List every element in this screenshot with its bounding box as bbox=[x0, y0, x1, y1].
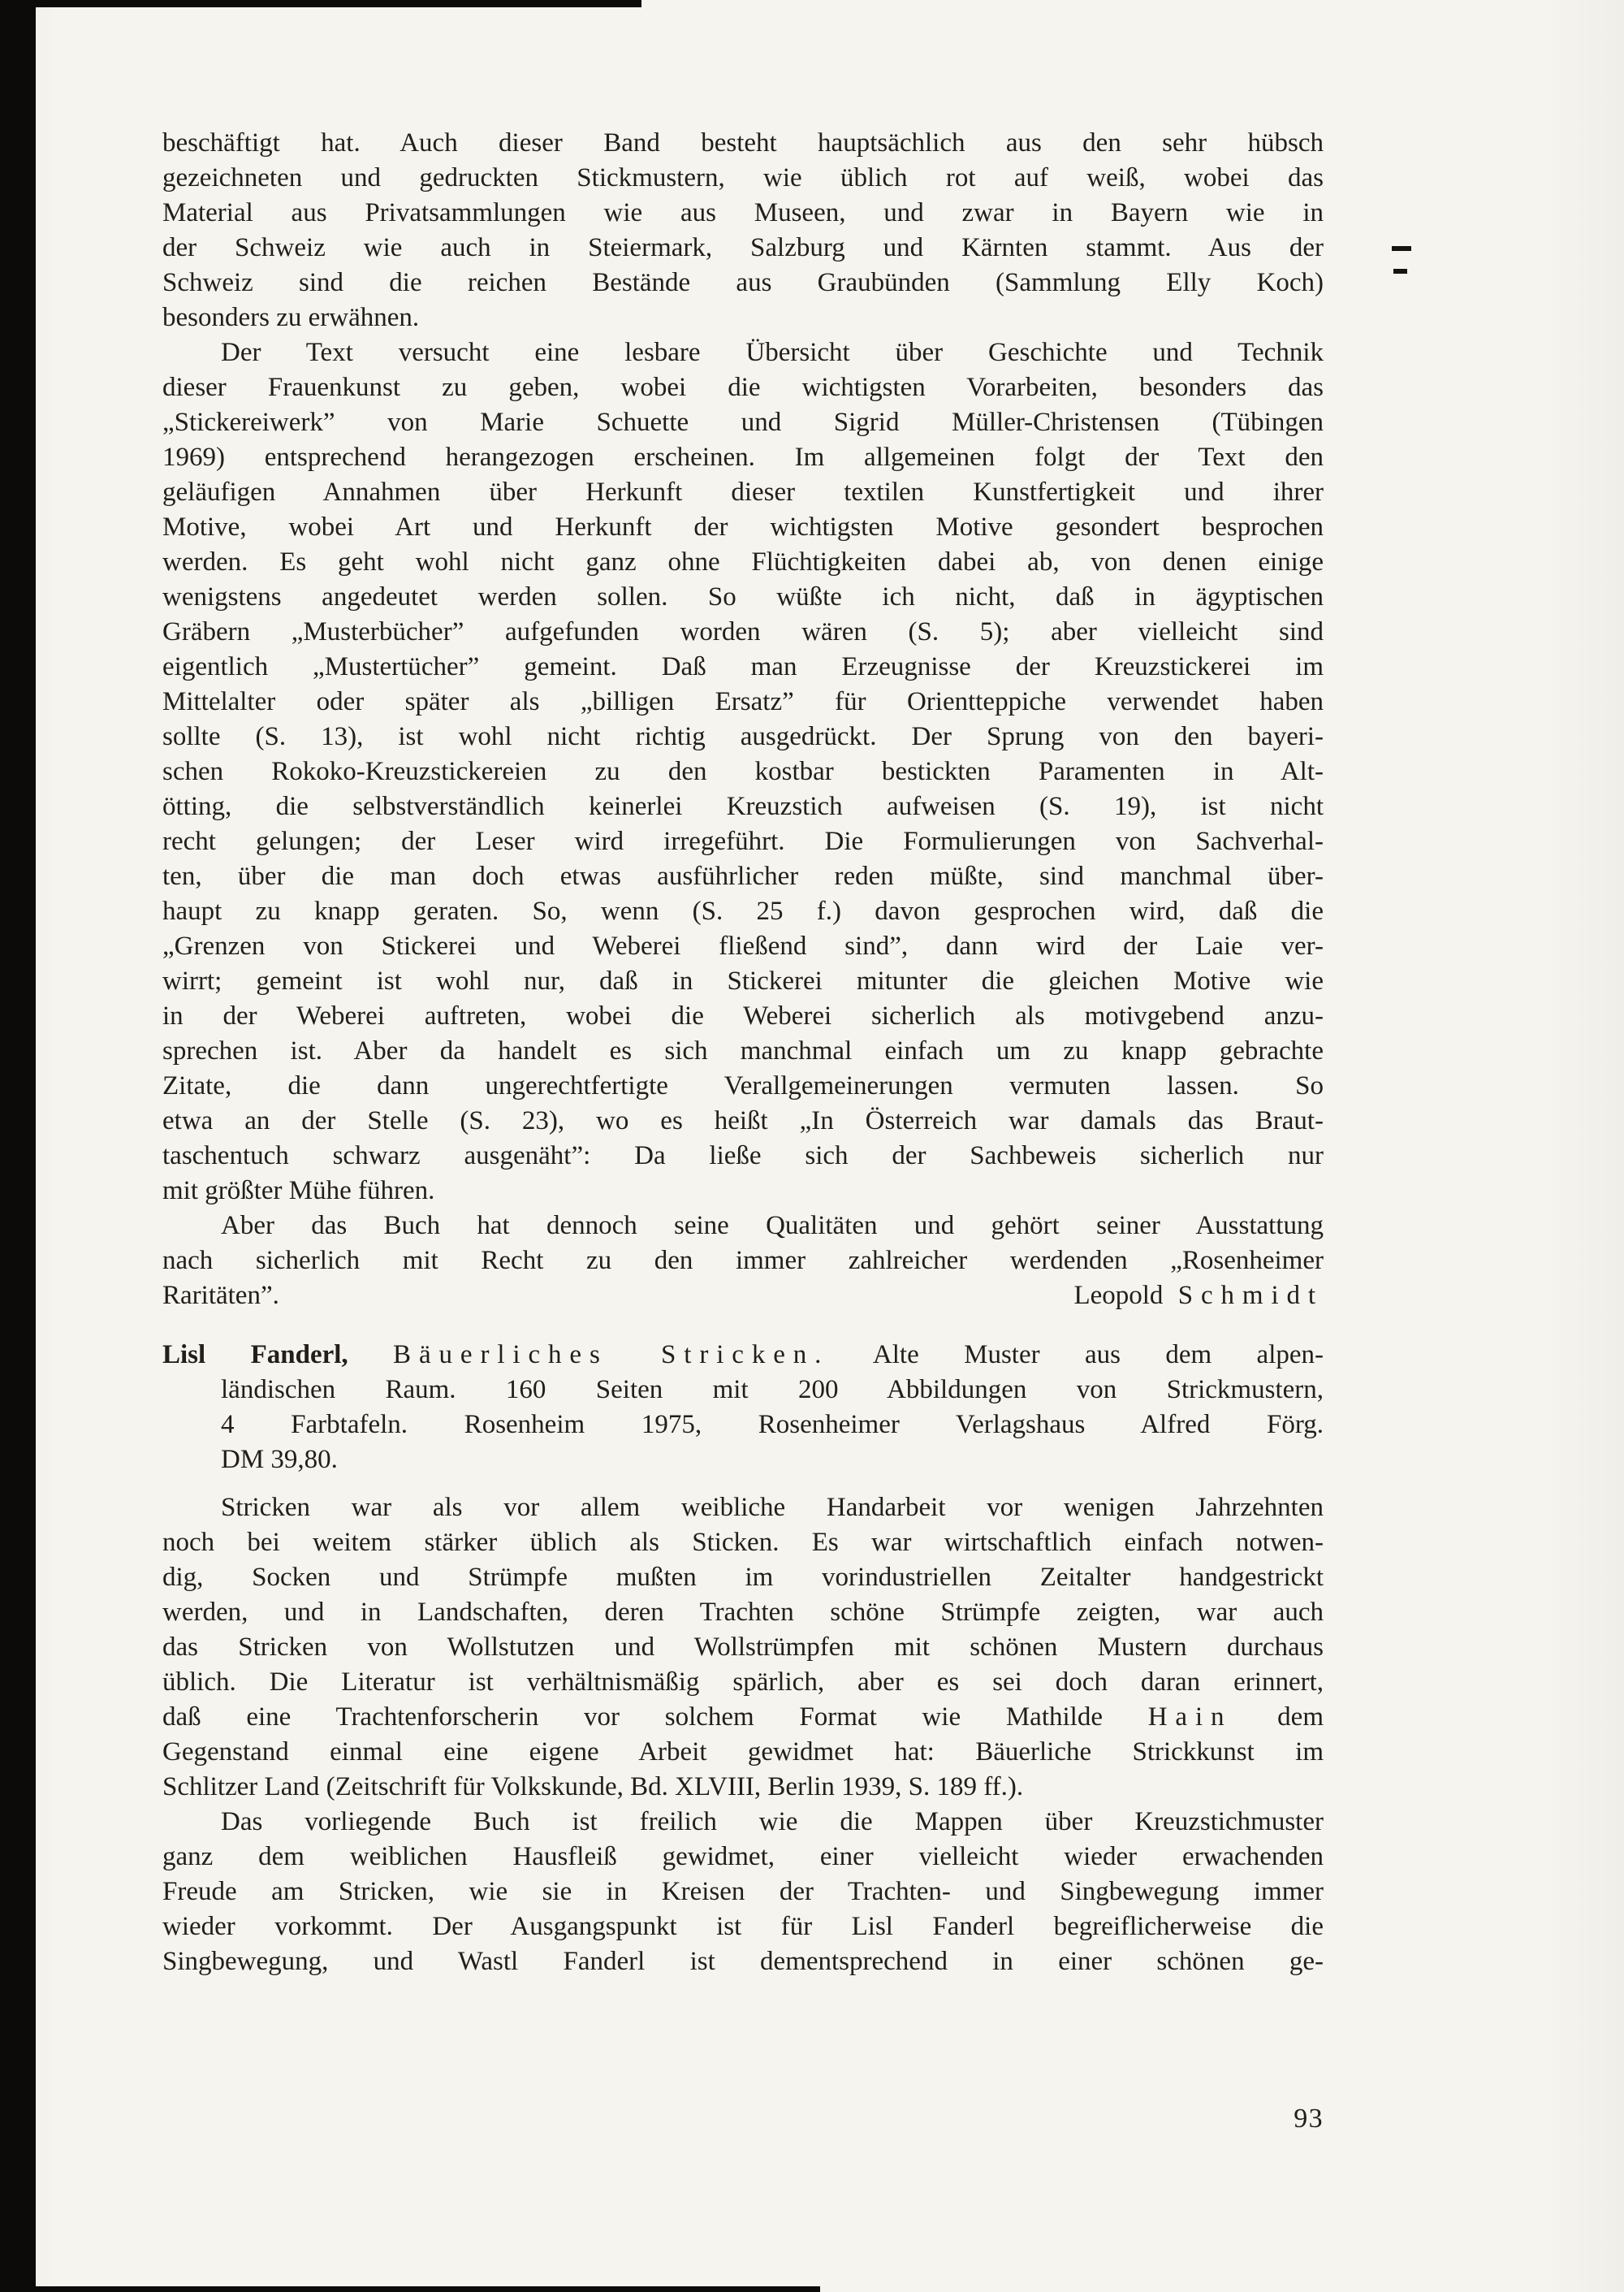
paragraph-vorliegendes-buch bbox=[162, 1805, 1324, 1979]
text-line: Singbewegung, und Wastl Fanderl ist dementsprechend in einer schönen ge- bbox=[162, 1947, 1324, 1976]
closing-line bbox=[162, 1278, 1324, 1313]
paragraph-continuation bbox=[162, 126, 1324, 335]
scan-edge-left-artifact bbox=[0, 0, 36, 2292]
text-line: Schweiz sind die reichen Bestände aus Graubünden (Sammlung Elly Koch) bbox=[162, 268, 1324, 297]
text-line: sprechen ist. Aber da handelt es sich manchmal einfach um zu knapp gebrachte bbox=[162, 1036, 1324, 1066]
line-text: daß eine Trachtenforscherin vor solchem Format wie Mathilde bbox=[162, 1702, 1103, 1732]
closing-text: Raritäten”. bbox=[162, 1281, 279, 1310]
heading-line bbox=[162, 1338, 1324, 1373]
text-line: Aber das Buch hat dennoch seine Qualitäten und gehört seiner Ausstattung bbox=[221, 1211, 1324, 1240]
review-fanderl-section bbox=[162, 1338, 1324, 1979]
text-line: Der Text versucht eine lesbare Übersicht über Geschichte und Technik bbox=[221, 338, 1324, 367]
book-title: Bäuerliches Stricken. bbox=[393, 1340, 830, 1369]
text-line: haupt zu knapp geraten. So, wenn (S. 25 f.) davon gesprochen wird, daß die bbox=[162, 897, 1324, 926]
text-line: wieder vorkommt. Der Ausgangspunkt ist für Lisl Fanderl begreiflicherweise die bbox=[162, 1912, 1324, 1941]
author-name: Lisl Fanderl, bbox=[162, 1340, 348, 1369]
text-line: ötting, die selbstverständlich keinerlei Kreuzstich aufweisen (S. 19), ist nicht bbox=[162, 792, 1324, 821]
text-line: Das vorliegende Buch ist freilich wie die Mappen über Kreuzstichmuster bbox=[221, 1807, 1324, 1836]
text-line: eigentlich „Mustertücher” gemeint. Daß man Erzeugnisse der Kreuzstickerei im bbox=[162, 652, 1324, 681]
text-line: recht gelungen; der Leser wird irregeführt. Die Formulierungen von Sachverhal- bbox=[162, 827, 1324, 856]
text-line: Gräbern „Musterbücher” aufgefunden worden wären (S. 5); aber vielleicht sind bbox=[162, 617, 1324, 647]
text-line: sollte (S. 13), ist wohl nicht richtig ausgedrückt. Der Sprung von den bayeri- bbox=[162, 722, 1324, 751]
text-line: besonders zu erwähnen. bbox=[162, 303, 420, 332]
text-line: üblich. Die Literatur ist verhältnismäßig spärlich, aber es sei doch daran erinnert, bbox=[162, 1667, 1324, 1697]
text-line: dig, Socken und Strümpfe mußten im vorindustriellen Zeitalter handgestrickt bbox=[162, 1563, 1324, 1592]
bibliographic-heading bbox=[162, 1338, 1324, 1477]
text-line: Material aus Privatsammlungen wie aus Museen, und zwar in Bayern wie in bbox=[162, 198, 1324, 227]
scan-margin-mark-artifact bbox=[1393, 269, 1407, 274]
text-line: ganz dem weiblichen Hausfleiß gewidmet, einer vielleicht wieder erwachenden bbox=[162, 1842, 1324, 1871]
text-line: taschentuch schwarz ausgenäht”: Da ließe sich der Sachbeweis sicherlich nur bbox=[162, 1141, 1324, 1170]
paragraph-conclusion bbox=[162, 1209, 1324, 1313]
text-line: wirrt; gemeint ist wohl nur, daß in Stickerei mitunter die gleichen Motive wie bbox=[162, 967, 1324, 996]
text-line: wenigstens angedeutet werden sollen. So wüßte ich nicht, daß in ägyptischen bbox=[162, 582, 1324, 612]
text-line: der Schweiz wie auch in Steiermark, Salzburg und Kärnten stammt. Aus der bbox=[162, 233, 1324, 262]
heading-line: DM 39,80. bbox=[221, 1445, 338, 1474]
reviewer-surname: Schmidt bbox=[1177, 1281, 1324, 1310]
review-stickmuster-section bbox=[162, 126, 1324, 1313]
page-number: 93 bbox=[1294, 2104, 1324, 2134]
text-line: werden, und in Landschaften, deren Trachten schöne Strümpfe zeigten, war auch bbox=[162, 1598, 1324, 1627]
text-line: Gegenstand einmal eine eigene Arbeit gewidmet hat: Bäuerliche Strickkunst im bbox=[162, 1737, 1324, 1767]
paragraph-stricken bbox=[162, 1490, 1324, 1805]
text-line: geläufigen Annahmen über Herkunft dieser textilen Kunstfertigkeit und ihrer bbox=[162, 478, 1324, 507]
text-line: 1969) entsprechend herangezogen erscheinen. Im allgemeinen folgt der Text den bbox=[162, 443, 1324, 472]
text-line: in der Weberei auftreten, wobei die Weberei sicherlich als motivgebend anzu- bbox=[162, 1001, 1324, 1031]
text-line: „Grenzen von Stickerei und Weberei fließend sind”, dann wird der Laie ver- bbox=[162, 932, 1324, 961]
reviewer-given-name: Leopold bbox=[1073, 1281, 1164, 1310]
text-line bbox=[162, 1700, 1324, 1735]
reviewer-signature bbox=[1073, 1278, 1324, 1313]
scan-edge-bottom-artifact bbox=[0, 2286, 820, 2292]
text-line: mit größter Mühe führen. bbox=[162, 1176, 435, 1205]
text-line: noch bei weitem stärker üblich als Sticken. Es war wirtschaftlich einfach notwen- bbox=[162, 1528, 1324, 1557]
text-line: ten, über die man doch etwas ausführlicher reden müßte, sind manchmal über- bbox=[162, 862, 1324, 891]
text-line: Mittelalter oder später als „billigen Ersatz” für Orientteppiche verwendet haben bbox=[162, 687, 1324, 716]
text-column bbox=[162, 126, 1324, 2136]
text-line: Stricken war als vor allem weibliche Handarbeit vor wenigen Jahrzehnten bbox=[221, 1493, 1324, 1522]
scan-margin-mark-artifact bbox=[1392, 246, 1411, 251]
text-line: Motive, wobei Art und Herkunft der wichtigsten Motive gesondert besprochen bbox=[162, 512, 1324, 542]
paragraph-critique bbox=[162, 335, 1324, 1209]
text-line: „Stickereiwerk” von Marie Schuette und Sigrid Müller-Christensen (Tübingen bbox=[162, 408, 1324, 437]
text-line: das Stricken von Wollstutzen und Wollstrümpfen mit schönen Mustern durchaus bbox=[162, 1633, 1324, 1662]
person-name: Hain bbox=[1147, 1702, 1233, 1732]
text-line: Freude am Stricken, wie sie in Kreisen der Trachten- und Singbewegung immer bbox=[162, 1877, 1324, 1906]
heading-line: 4 Farbtafeln. Rosenheim 1975, Rosenheimer Verlagshaus Alfred Förg. bbox=[221, 1410, 1324, 1439]
text-line: dieser Frauenkunst zu geben, wobei die wichtigsten Vorarbeiten, besonders das bbox=[162, 373, 1324, 402]
heading-line: ländischen Raum. 160 Seiten mit 200 Abbildungen von Strickmustern, bbox=[221, 1375, 1324, 1404]
text-line: gezeichneten und gedruckten Stickmustern, wie üblich rot auf weiß, wobei das bbox=[162, 163, 1324, 192]
text-line: beschäftigt hat. Auch dieser Band besteht hauptsächlich aus den sehr hübsch bbox=[162, 128, 1324, 158]
text-line: Schlitzer Land (Zeitschrift für Volkskunde, Bd. XLVIII, Berlin 1939, S. 189 ff.). bbox=[162, 1772, 1024, 1801]
scan-edge-top-artifact bbox=[0, 0, 641, 7]
line-text: dem bbox=[1277, 1702, 1324, 1732]
text-line: werden. Es geht wohl nicht ganz ohne Flüchtigkeiten dabei ab, von denen einige bbox=[162, 547, 1324, 577]
heading-text: Alte Muster aus dem alpen- bbox=[872, 1340, 1324, 1369]
text-line: Zitate, die dann ungerechtfertigte Verallgemeinerungen vermuten lassen. So bbox=[162, 1071, 1324, 1101]
text-line: nach sicherlich mit Recht zu den immer zahlreicher werdenden „Rosenheimer bbox=[162, 1246, 1324, 1275]
text-line: schen Rokoko-Kreuzstickereien zu den kostbar bestickten Paramenten in Alt- bbox=[162, 757, 1324, 786]
text-line: etwa an der Stelle (S. 23), wo es heißt „In Österreich war damals das Braut- bbox=[162, 1106, 1324, 1135]
